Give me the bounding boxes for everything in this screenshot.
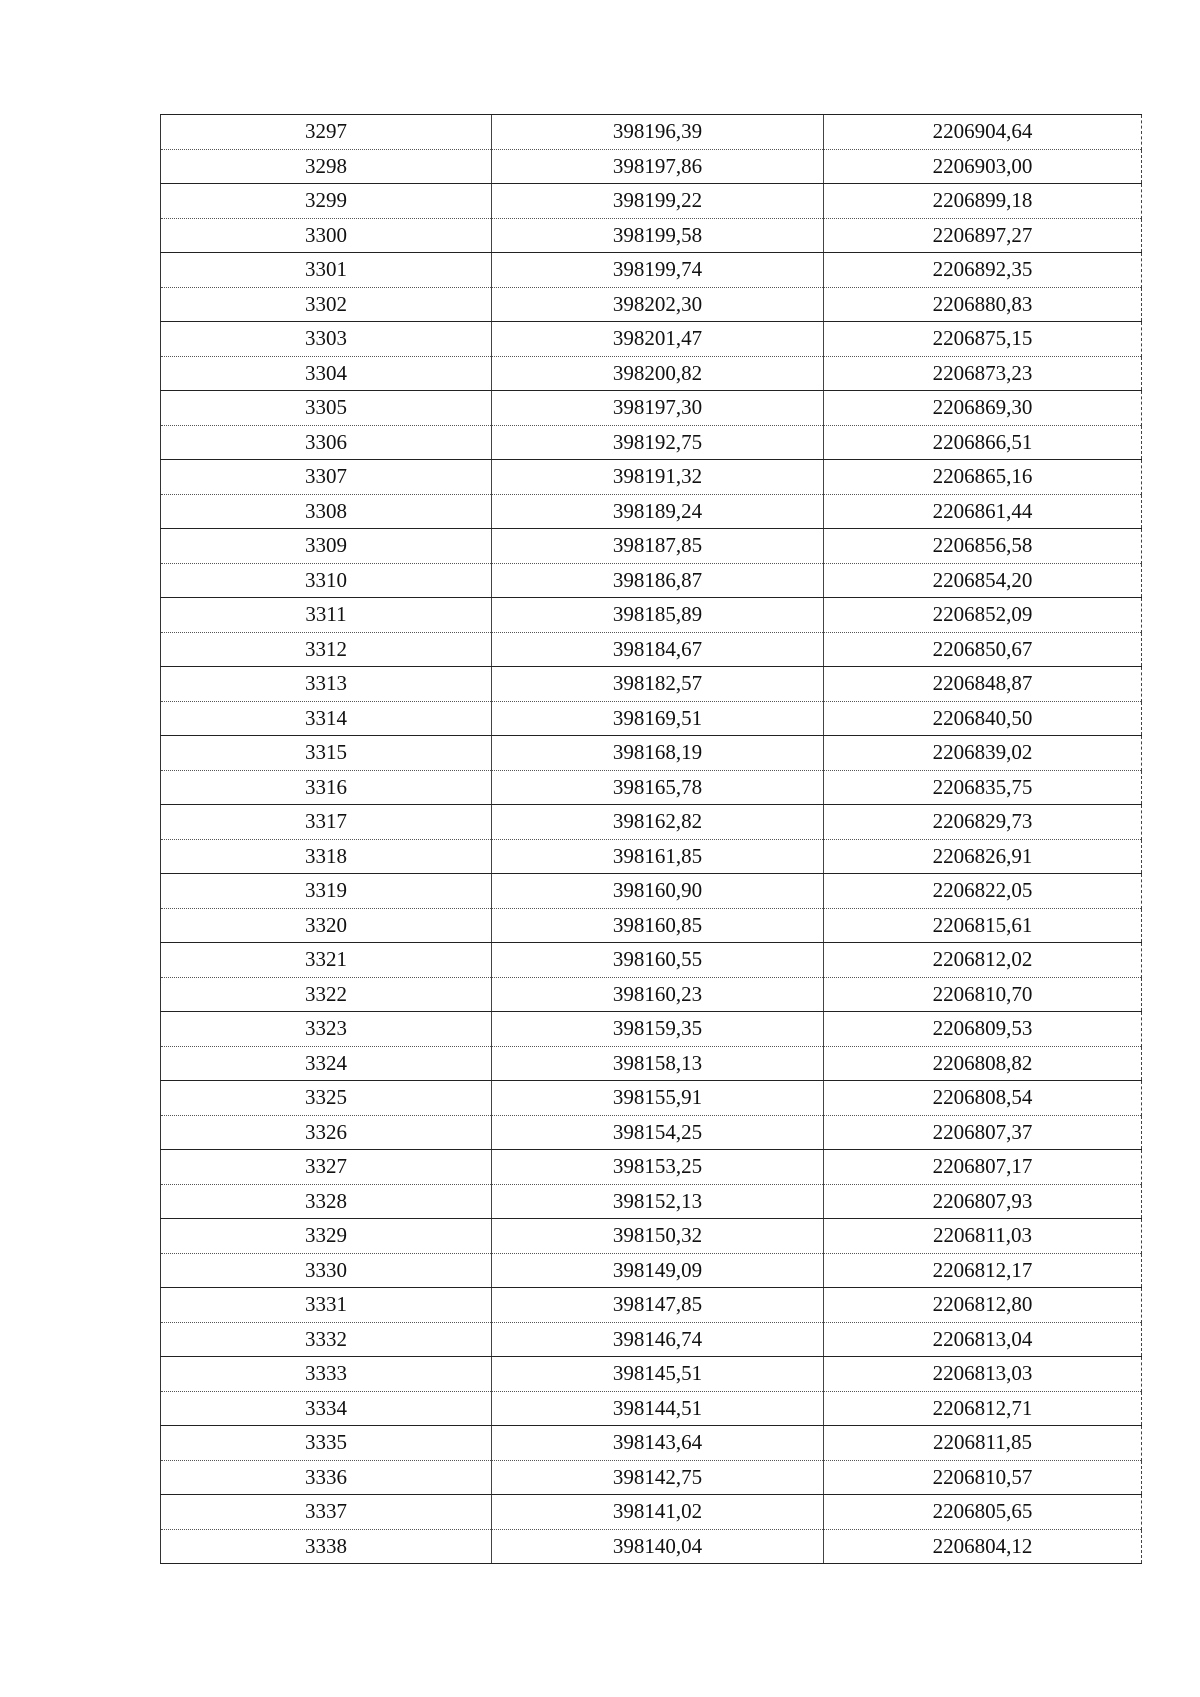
point-number-cell: 3333	[161, 1357, 492, 1392]
y-coordinate-cell: 2206812,80	[824, 1288, 1142, 1323]
y-coordinate-cell: 2206850,67	[824, 632, 1142, 667]
x-coordinate-cell: 398168,19	[492, 736, 824, 771]
point-number-cell: 3338	[161, 1529, 492, 1564]
table-row	[161, 322, 1142, 357]
point-number-cell: 3317	[161, 805, 492, 840]
table-row	[161, 253, 1142, 288]
table-row	[161, 632, 1142, 667]
y-coordinate-cell: 2206810,70	[824, 977, 1142, 1012]
x-coordinate-cell: 398146,74	[492, 1322, 824, 1357]
point-number-cell: 3331	[161, 1288, 492, 1323]
table-row	[161, 1322, 1142, 1357]
table-row	[161, 1081, 1142, 1116]
x-coordinate-cell: 398140,04	[492, 1529, 824, 1564]
x-coordinate-cell: 398202,30	[492, 287, 824, 322]
x-coordinate-cell: 398153,25	[492, 1150, 824, 1185]
y-coordinate-cell: 2206815,61	[824, 908, 1142, 943]
point-number-cell: 3329	[161, 1219, 492, 1254]
table-row	[161, 1115, 1142, 1150]
coordinates-table-body	[161, 115, 1142, 1564]
table-row	[161, 805, 1142, 840]
x-coordinate-cell: 398143,64	[492, 1426, 824, 1461]
table-row	[161, 1460, 1142, 1495]
x-coordinate-cell: 398192,75	[492, 425, 824, 460]
y-coordinate-cell: 2206804,12	[824, 1529, 1142, 1564]
point-number-cell: 3299	[161, 184, 492, 219]
x-coordinate-cell: 398200,82	[492, 356, 824, 391]
y-coordinate-cell: 2206873,23	[824, 356, 1142, 391]
point-number-cell: 3325	[161, 1081, 492, 1116]
y-coordinate-cell: 2206826,91	[824, 839, 1142, 874]
x-coordinate-cell: 398160,90	[492, 874, 824, 909]
table-row	[161, 287, 1142, 322]
table-row	[161, 908, 1142, 943]
x-coordinate-cell: 398158,13	[492, 1046, 824, 1081]
table-row	[161, 460, 1142, 495]
y-coordinate-cell: 2206869,30	[824, 391, 1142, 426]
point-number-cell: 3304	[161, 356, 492, 391]
table-row	[161, 1012, 1142, 1047]
x-coordinate-cell: 398159,35	[492, 1012, 824, 1047]
y-coordinate-cell: 2206854,20	[824, 563, 1142, 598]
table-row	[161, 598, 1142, 633]
table-row	[161, 1046, 1142, 1081]
y-coordinate-cell: 2206810,57	[824, 1460, 1142, 1495]
table-row	[161, 1253, 1142, 1288]
point-number-cell: 3311	[161, 598, 492, 633]
x-coordinate-cell: 398152,13	[492, 1184, 824, 1219]
x-coordinate-cell: 398165,78	[492, 770, 824, 805]
table-row	[161, 701, 1142, 736]
x-coordinate-cell: 398162,82	[492, 805, 824, 840]
x-coordinate-cell: 398184,67	[492, 632, 824, 667]
y-coordinate-cell: 2206865,16	[824, 460, 1142, 495]
x-coordinate-cell: 398155,91	[492, 1081, 824, 1116]
table-row	[161, 1184, 1142, 1219]
x-coordinate-cell: 398149,09	[492, 1253, 824, 1288]
table-row	[161, 1357, 1142, 1392]
x-coordinate-cell: 398182,57	[492, 667, 824, 702]
x-coordinate-cell: 398160,23	[492, 977, 824, 1012]
point-number-cell: 3306	[161, 425, 492, 460]
x-coordinate-cell: 398150,32	[492, 1219, 824, 1254]
point-number-cell: 3324	[161, 1046, 492, 1081]
table-row	[161, 1495, 1142, 1530]
y-coordinate-cell: 2206822,05	[824, 874, 1142, 909]
point-number-cell: 3319	[161, 874, 492, 909]
y-coordinate-cell: 2206899,18	[824, 184, 1142, 219]
table-row	[161, 736, 1142, 771]
table-row	[161, 1529, 1142, 1564]
x-coordinate-cell: 398199,58	[492, 218, 824, 253]
x-coordinate-cell: 398160,85	[492, 908, 824, 943]
x-coordinate-cell: 398186,87	[492, 563, 824, 598]
table-row	[161, 563, 1142, 598]
x-coordinate-cell: 398197,86	[492, 149, 824, 184]
y-coordinate-cell: 2206808,82	[824, 1046, 1142, 1081]
coordinate-sheet	[160, 114, 1141, 1564]
y-coordinate-cell: 2206809,53	[824, 1012, 1142, 1047]
point-number-cell: 3302	[161, 287, 492, 322]
x-coordinate-cell: 398144,51	[492, 1391, 824, 1426]
y-coordinate-cell: 2206839,02	[824, 736, 1142, 771]
y-coordinate-cell: 2206811,03	[824, 1219, 1142, 1254]
point-number-cell: 3322	[161, 977, 492, 1012]
x-coordinate-cell: 398185,89	[492, 598, 824, 633]
point-number-cell: 3309	[161, 529, 492, 564]
point-number-cell: 3326	[161, 1115, 492, 1150]
y-coordinate-cell: 2206852,09	[824, 598, 1142, 633]
y-coordinate-cell: 2206866,51	[824, 425, 1142, 460]
point-number-cell: 3316	[161, 770, 492, 805]
table-row	[161, 1391, 1142, 1426]
x-coordinate-cell: 398187,85	[492, 529, 824, 564]
point-number-cell: 3305	[161, 391, 492, 426]
table-row	[161, 425, 1142, 460]
point-number-cell: 3315	[161, 736, 492, 771]
y-coordinate-cell: 2206811,85	[824, 1426, 1142, 1461]
point-number-cell: 3307	[161, 460, 492, 495]
point-number-cell: 3303	[161, 322, 492, 357]
y-coordinate-cell: 2206903,00	[824, 149, 1142, 184]
point-number-cell: 3320	[161, 908, 492, 943]
y-coordinate-cell: 2206813,03	[824, 1357, 1142, 1392]
x-coordinate-cell: 398154,25	[492, 1115, 824, 1150]
point-number-cell: 3314	[161, 701, 492, 736]
point-number-cell: 3337	[161, 1495, 492, 1530]
table-row	[161, 874, 1142, 909]
y-coordinate-cell: 2206807,37	[824, 1115, 1142, 1150]
table-row	[161, 218, 1142, 253]
point-number-cell: 3298	[161, 149, 492, 184]
point-number-cell: 3308	[161, 494, 492, 529]
point-number-cell: 3310	[161, 563, 492, 598]
point-number-cell: 3321	[161, 943, 492, 978]
point-number-cell: 3297	[161, 115, 492, 150]
y-coordinate-cell: 2206840,50	[824, 701, 1142, 736]
y-coordinate-cell: 2206848,87	[824, 667, 1142, 702]
y-coordinate-cell: 2206812,17	[824, 1253, 1142, 1288]
y-coordinate-cell: 2206880,83	[824, 287, 1142, 322]
point-number-cell: 3318	[161, 839, 492, 874]
table-row	[161, 115, 1142, 150]
point-number-cell: 3323	[161, 1012, 492, 1047]
point-number-cell: 3300	[161, 218, 492, 253]
point-number-cell: 3312	[161, 632, 492, 667]
x-coordinate-cell: 398189,24	[492, 494, 824, 529]
table-row	[161, 770, 1142, 805]
point-number-cell: 3334	[161, 1391, 492, 1426]
table-row	[161, 494, 1142, 529]
x-coordinate-cell: 398147,85	[492, 1288, 824, 1323]
x-coordinate-cell: 398169,51	[492, 701, 824, 736]
point-number-cell: 3330	[161, 1253, 492, 1288]
x-coordinate-cell: 398196,39	[492, 115, 824, 150]
y-coordinate-cell: 2206904,64	[824, 115, 1142, 150]
x-coordinate-cell: 398197,30	[492, 391, 824, 426]
y-coordinate-cell: 2206807,17	[824, 1150, 1142, 1185]
y-coordinate-cell: 2206805,65	[824, 1495, 1142, 1530]
table-row	[161, 149, 1142, 184]
point-number-cell: 3313	[161, 667, 492, 702]
point-number-cell: 3301	[161, 253, 492, 288]
y-coordinate-cell: 2206812,02	[824, 943, 1142, 978]
x-coordinate-cell: 398161,85	[492, 839, 824, 874]
table-row	[161, 1150, 1142, 1185]
y-coordinate-cell: 2206897,27	[824, 218, 1142, 253]
point-number-cell: 3335	[161, 1426, 492, 1461]
x-coordinate-cell: 398145,51	[492, 1357, 824, 1392]
point-number-cell: 3328	[161, 1184, 492, 1219]
y-coordinate-cell: 2206861,44	[824, 494, 1142, 529]
table-row	[161, 356, 1142, 391]
point-number-cell: 3327	[161, 1150, 492, 1185]
x-coordinate-cell: 398141,02	[492, 1495, 824, 1530]
x-coordinate-cell: 398191,32	[492, 460, 824, 495]
x-coordinate-cell: 398201,47	[492, 322, 824, 357]
table-row	[161, 1288, 1142, 1323]
table-row	[161, 184, 1142, 219]
x-coordinate-cell: 398199,74	[492, 253, 824, 288]
y-coordinate-cell: 2206829,73	[824, 805, 1142, 840]
x-coordinate-cell: 398199,22	[492, 184, 824, 219]
x-coordinate-cell: 398160,55	[492, 943, 824, 978]
y-coordinate-cell: 2206835,75	[824, 770, 1142, 805]
table-row	[161, 839, 1142, 874]
y-coordinate-cell: 2206808,54	[824, 1081, 1142, 1116]
y-coordinate-cell: 2206812,71	[824, 1391, 1142, 1426]
coordinates-table	[160, 114, 1142, 1564]
table-row	[161, 1219, 1142, 1254]
point-number-cell: 3332	[161, 1322, 492, 1357]
point-number-cell: 3336	[161, 1460, 492, 1495]
table-row	[161, 977, 1142, 1012]
table-row	[161, 391, 1142, 426]
y-coordinate-cell: 2206813,04	[824, 1322, 1142, 1357]
table-row	[161, 943, 1142, 978]
table-row	[161, 1426, 1142, 1461]
y-coordinate-cell: 2206892,35	[824, 253, 1142, 288]
table-row	[161, 529, 1142, 564]
y-coordinate-cell: 2206856,58	[824, 529, 1142, 564]
table-row	[161, 667, 1142, 702]
y-coordinate-cell: 2206875,15	[824, 322, 1142, 357]
y-coordinate-cell: 2206807,93	[824, 1184, 1142, 1219]
x-coordinate-cell: 398142,75	[492, 1460, 824, 1495]
